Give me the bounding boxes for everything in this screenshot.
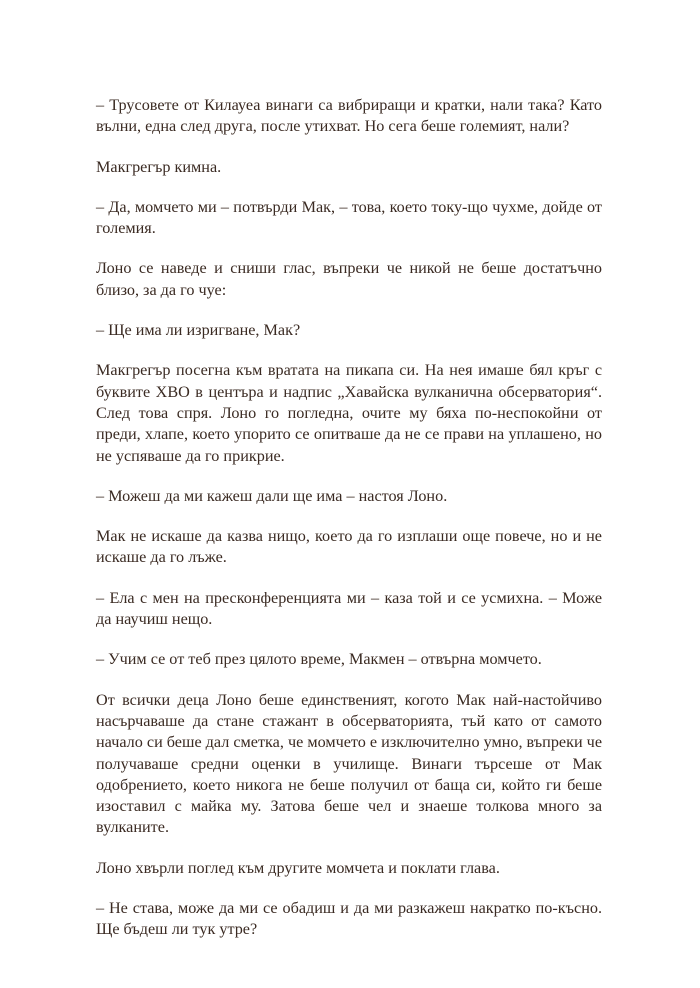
paragraph: – Учим се от теб през цялото време, Макмен – отвърна момчето. bbox=[96, 650, 542, 669]
paragraph: От всички деца Лоно беше единственият, когото Мак най-настойчиво насърчаваше да стане стажант в обсерваторията, тъй като от самото начало си беше дал сметка, че момчето е изключително умно, въпреки че получаваше средни оценки в училище. Винаги търсеше от Мак одобрението, което никога не беше получил от баща си, който ги беше изоставил с майка му. Затова беше чел и знаеше толкова много за вулканите. bbox=[96, 690, 603, 837]
paragraph: – Ела с мен на пресконференцията ми – каза той и се усмихна. – Може да научиш нещо. bbox=[96, 588, 602, 629]
paragraph: – Можеш да ми кажеш дали ще има – настоя Лоно. bbox=[96, 486, 448, 505]
paragraph: – Трусовете от Килауеа винаги са вибриращи и кратки, нали така? Като вълни, една след друга, после утихват. Но сега беше големият, нали? bbox=[96, 96, 602, 136]
paragraph: Лоно се наведе и сниши глас, въпреки че никой не беше достатъчно близо, за да го чуе: bbox=[96, 259, 602, 299]
paragraph: – Да, момчето ми – потвърди Мак, – това, което току-що чухме, дойде от големия. bbox=[96, 197, 602, 238]
paragraph: Макгрегър посегна към вратата на пикапа си. На нея имаше бял кръг с буквите ХВО в центъра и надпис „Хавайска вулканична обсерватория“. След това спря. Лоно го погледна, очите му бяха по-неспокойни от преди, хлапе, което упорито се опитваше да не се прави на уплашено, но не успяваше да го прикрие. bbox=[96, 361, 602, 465]
text-body bbox=[96, 95, 602, 960]
paragraph: Лоно хвърли поглед към другите момчета и поклати глава. bbox=[96, 858, 500, 877]
paragraph: – Не става, може да ми се обадиш и да ми разкажеш накратко по-късно. Ще бъдеш ли тук утре? bbox=[96, 899, 602, 939]
paragraph: Мак не искаше да казва нищо, което да го изплаши още повече, но и не искаше да го лъже. bbox=[96, 527, 602, 567]
paragraph: Макгрегър кимна. bbox=[96, 157, 222, 176]
paragraph: – Ще има ли изригване, Мак? bbox=[96, 321, 301, 340]
